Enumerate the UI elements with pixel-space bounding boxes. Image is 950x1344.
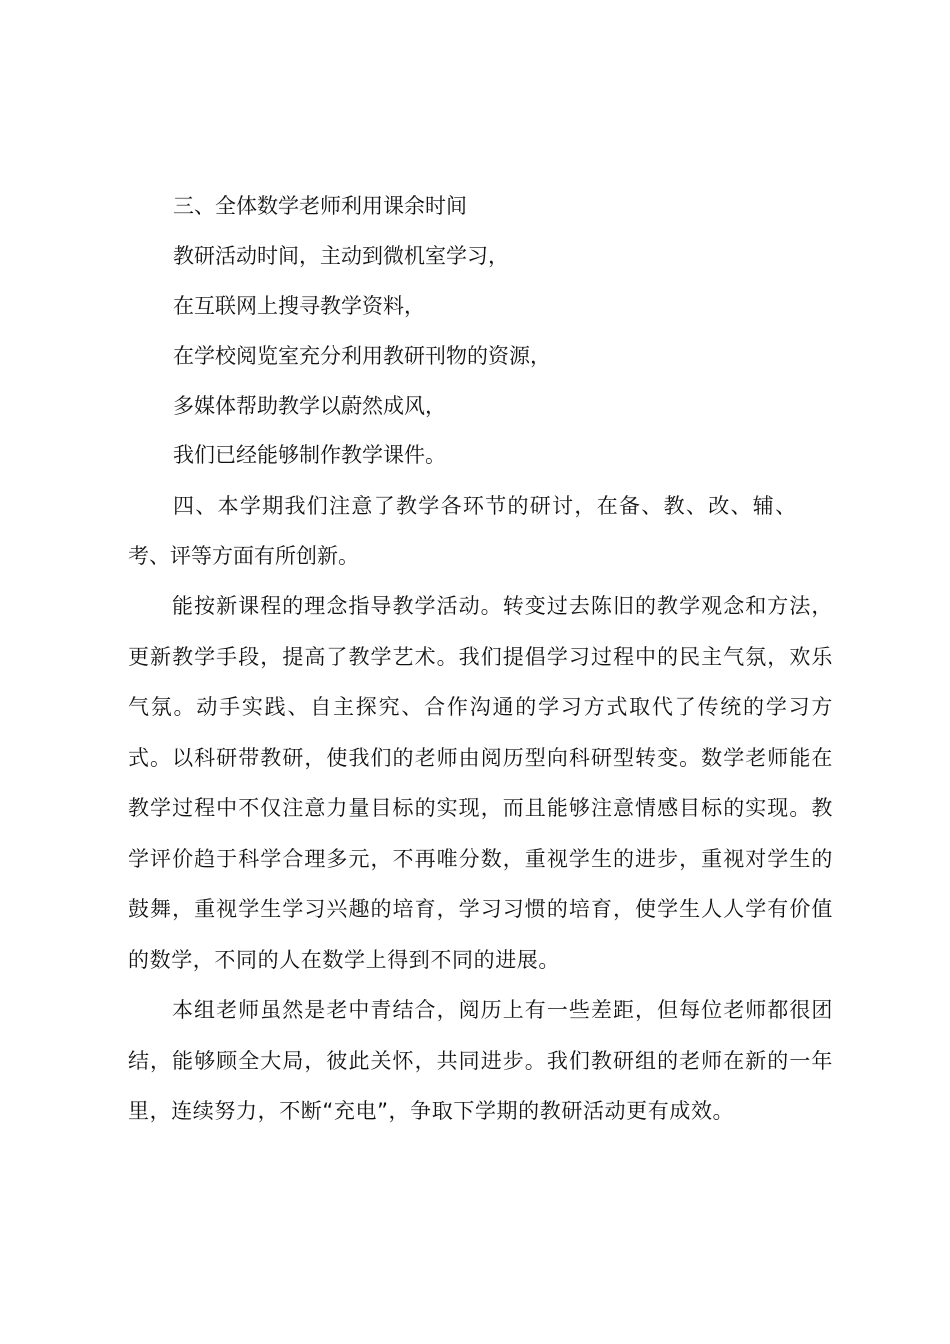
text-line: 在互联网上搜寻教学资料，: [173, 294, 425, 318]
section-4-heading-continued: 考、评等方面有所创新。: [128, 544, 359, 568]
section-4-heading: 四、本学期我们注意了教学各环节的研讨，在备、教、改、辅、: [173, 494, 798, 518]
section-3-heading: 三、全体数学老师利用课余时间: [173, 194, 467, 218]
text-line: 我们已经能够制作教学课件。: [173, 443, 446, 467]
text-line: 多媒体帮助教学以蔚然成风，: [173, 394, 446, 418]
paragraph-team-summary: 本组老师虽然是老中青结合，阅历上有一些差距，但每位老师都很团结，能够顾全大局，彼此关怀，共同进步。我们教研组的老师在新的一年里，连续努力，不断“充电”，争取下学期的教研活动更有成效。: [128, 998, 833, 1123]
text-line: 在学校阅览室充分利用教研刊物的资源，: [173, 344, 551, 368]
paragraph-teaching-reform: 能按新课程的理念指导教学活动。转变过去陈旧的教学观念和方法，更新教学手段，提高了教学艺术。我们提倡学习过程中的民主气氛，欢乐气氛。动手实践、自主探究、合作沟通的学习方式取代了传统的学习方式。以科研带教研，使我们的老师由阅历型向科研型转变。数学老师能在教学过程中不仅注意力量目标的实现，而且能够注意情感目标的实现。教学评价趋于科学合理多元，不再唯分数，重视学生的进步，重视对学生的鼓舞，重视学生学习兴趣的培育，学习习惯的培育，使学生人人学有价值的数学，不同的人在数学上得到不同的进展。: [128, 594, 833, 972]
text-line: 教研活动时间，主动到微机室学习，: [173, 244, 509, 268]
